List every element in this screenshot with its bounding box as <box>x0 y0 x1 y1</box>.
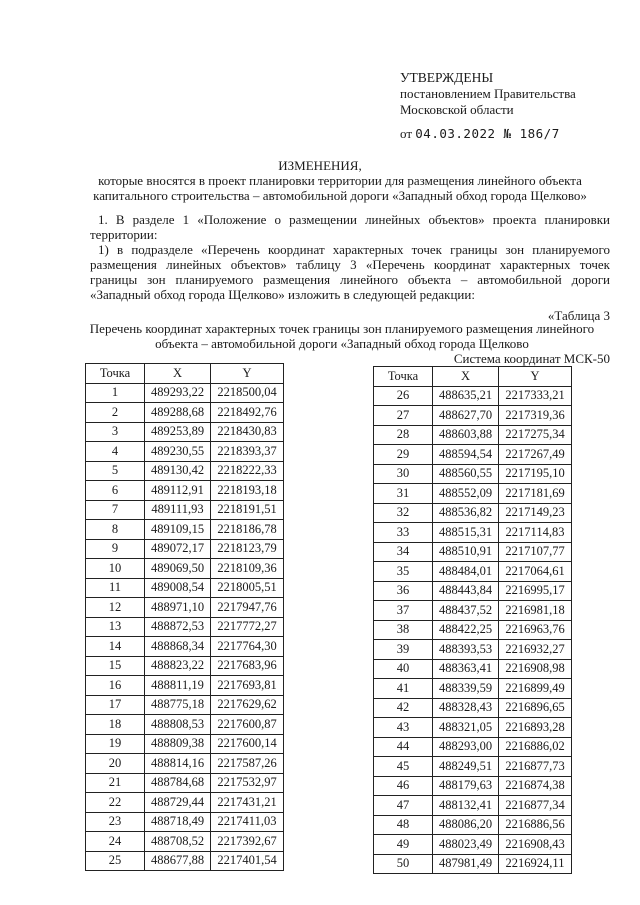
x-cell: 488811,19 <box>145 676 211 696</box>
y-cell: 2216908,43 <box>499 835 572 855</box>
paragraph-2: 1) в подразделе «Перечень координат характерных точек границы зон планируемого размещения линейных объектов» таблицу 3 «Перечень координат характерных точек границы зон планируемого размещения линейного объекта – автомобильной дороги «Западный обход города Щелково» изложить в следующей редакции: <box>90 242 610 302</box>
table-row <box>86 617 284 637</box>
approval-stamp <box>400 70 576 142</box>
y-cell: 2216924,11 <box>499 854 572 874</box>
y-cell: 2217195,10 <box>499 464 572 484</box>
table-row <box>374 757 572 777</box>
point-cell: 32 <box>374 503 433 523</box>
y-cell: 2218186,78 <box>211 520 284 540</box>
table-row <box>374 854 572 874</box>
table-row <box>374 659 572 679</box>
table-row <box>374 620 572 640</box>
x-cell: 489111,93 <box>145 500 211 520</box>
x-cell: 488339,59 <box>433 679 499 699</box>
approval-date-number: 04.03.2022 № 186/7 <box>415 126 560 141</box>
point-cell: 13 <box>86 617 145 637</box>
x-cell: 488784,68 <box>145 773 211 793</box>
y-cell: 2216896,65 <box>499 698 572 718</box>
y-cell: 2218500,04 <box>211 383 284 403</box>
table-row <box>86 598 284 618</box>
point-cell: 20 <box>86 754 145 774</box>
x-cell: 488677,88 <box>145 851 211 871</box>
table-row <box>374 542 572 562</box>
point-cell: 11 <box>86 578 145 598</box>
x-cell: 489072,17 <box>145 539 211 559</box>
table-row <box>374 601 572 621</box>
x-cell: 488443,84 <box>433 581 499 601</box>
x-cell: 488510,91 <box>433 542 499 562</box>
table-row <box>374 737 572 757</box>
point-cell: 35 <box>374 562 433 582</box>
coordinates-table-left <box>85 363 284 871</box>
x-cell: 488718,49 <box>145 812 211 832</box>
x-cell: 488635,21 <box>433 386 499 406</box>
x-cell: 488363,41 <box>433 659 499 679</box>
x-cell: 488132,41 <box>433 796 499 816</box>
point-cell: 42 <box>374 698 433 718</box>
y-cell: 2216877,73 <box>499 757 572 777</box>
table-row <box>86 442 284 462</box>
table-row <box>374 796 572 816</box>
point-cell: 18 <box>86 715 145 735</box>
x-cell: 488627,70 <box>433 406 499 426</box>
document-title: ИЗМЕНЕНИЯ, <box>278 158 362 173</box>
x-cell: 489230,55 <box>145 442 211 462</box>
y-cell: 2216908,98 <box>499 659 572 679</box>
y-cell: 2218123,79 <box>211 539 284 559</box>
y-cell: 2217629,62 <box>211 695 284 715</box>
point-cell: 14 <box>86 637 145 657</box>
column-header-x: X <box>145 364 211 384</box>
x-cell: 488775,18 <box>145 695 211 715</box>
y-cell: 2216893,28 <box>499 718 572 738</box>
point-cell: 29 <box>374 445 433 465</box>
y-cell: 2217107,77 <box>499 542 572 562</box>
table-row <box>86 695 284 715</box>
point-cell: 46 <box>374 776 433 796</box>
x-cell: 488393,53 <box>433 640 499 660</box>
table-row <box>86 715 284 735</box>
x-cell: 488708,52 <box>145 832 211 852</box>
y-cell: 2217333,21 <box>499 386 572 406</box>
x-cell: 488437,52 <box>433 601 499 621</box>
x-cell: 488809,38 <box>145 734 211 754</box>
approval-date-prefix: от <box>400 126 413 141</box>
table-row <box>374 425 572 445</box>
x-cell: 489253,89 <box>145 422 211 442</box>
y-cell: 2217149,23 <box>499 503 572 523</box>
table-row <box>86 403 284 423</box>
point-cell: 43 <box>374 718 433 738</box>
table-row <box>86 383 284 403</box>
x-cell: 488552,09 <box>433 484 499 504</box>
table-row <box>86 637 284 657</box>
table-row <box>374 562 572 582</box>
table-row <box>374 698 572 718</box>
y-cell: 2217587,26 <box>211 754 284 774</box>
point-cell: 15 <box>86 656 145 676</box>
x-cell: 488872,53 <box>145 617 211 637</box>
column-header-point: Точка <box>374 367 433 387</box>
table-row <box>86 851 284 871</box>
point-cell: 7 <box>86 500 145 520</box>
x-cell: 488603,88 <box>433 425 499 445</box>
point-cell: 25 <box>86 851 145 871</box>
paragraph-1: 1. В разделе 1 «Положение о размещении линейных объектов» проекта планировки территории: <box>90 212 610 242</box>
document-subtitle: которые вносятся в проект планировки территории для размещения линейного объекта капитального строительства – автомобильной дороги «Западный обход города Щелково» <box>93 173 587 203</box>
point-cell: 28 <box>374 425 433 445</box>
point-cell: 24 <box>86 832 145 852</box>
table-row <box>86 578 284 598</box>
point-cell: 21 <box>86 773 145 793</box>
table-row <box>374 718 572 738</box>
point-cell: 17 <box>86 695 145 715</box>
table-row <box>374 406 572 426</box>
x-cell: 488971,10 <box>145 598 211 618</box>
table-header-row <box>86 364 284 384</box>
column-header-y: Y <box>499 367 572 387</box>
table-row <box>86 793 284 813</box>
table-row <box>86 559 284 579</box>
x-cell: 488594,54 <box>433 445 499 465</box>
x-cell: 489130,42 <box>145 461 211 481</box>
table-row <box>374 835 572 855</box>
point-cell: 41 <box>374 679 433 699</box>
point-cell: 1 <box>86 383 145 403</box>
x-cell: 488868,34 <box>145 637 211 657</box>
point-cell: 39 <box>374 640 433 660</box>
y-cell: 2218193,18 <box>211 481 284 501</box>
y-cell: 2217275,34 <box>499 425 572 445</box>
point-cell: 50 <box>374 854 433 874</box>
y-cell: 2217181,69 <box>499 484 572 504</box>
table-row <box>86 676 284 696</box>
y-cell: 2218393,37 <box>211 442 284 462</box>
x-cell: 489109,15 <box>145 520 211 540</box>
y-cell: 2216981,18 <box>499 601 572 621</box>
point-cell: 38 <box>374 620 433 640</box>
table-row <box>374 581 572 601</box>
y-cell: 2217532,97 <box>211 773 284 793</box>
table-row <box>86 461 284 481</box>
table-row <box>86 773 284 793</box>
y-cell: 2217764,30 <box>211 637 284 657</box>
y-cell: 2217114,83 <box>499 523 572 543</box>
point-cell: 33 <box>374 523 433 543</box>
x-cell: 488321,05 <box>433 718 499 738</box>
point-cell: 4 <box>86 442 145 462</box>
y-cell: 2216995,17 <box>499 581 572 601</box>
x-cell: 489008,54 <box>145 578 211 598</box>
coordinate-system-label: Система координат МСК-50 <box>453 351 610 366</box>
x-cell: 488729,44 <box>145 793 211 813</box>
point-cell: 19 <box>86 734 145 754</box>
point-cell: 36 <box>374 581 433 601</box>
point-cell: 23 <box>86 812 145 832</box>
point-cell: 40 <box>374 659 433 679</box>
point-cell: 37 <box>374 601 433 621</box>
table-row <box>374 503 572 523</box>
point-cell: 8 <box>86 520 145 540</box>
x-cell: 488484,01 <box>433 562 499 582</box>
approval-heading: УТВЕРЖДЕНЫ <box>400 70 494 85</box>
y-cell: 2216874,38 <box>499 776 572 796</box>
point-cell: 49 <box>374 835 433 855</box>
y-cell: 2217431,21 <box>211 793 284 813</box>
x-cell: 488823,22 <box>145 656 211 676</box>
point-cell: 16 <box>86 676 145 696</box>
point-cell: 9 <box>86 539 145 559</box>
x-cell: 488023,49 <box>433 835 499 855</box>
column-header-point: Точка <box>86 364 145 384</box>
table-row <box>86 520 284 540</box>
approval-line-2: Московской области <box>400 102 514 117</box>
point-cell: 47 <box>374 796 433 816</box>
table-row <box>86 481 284 501</box>
point-cell: 27 <box>374 406 433 426</box>
table-row <box>86 812 284 832</box>
y-cell: 2218109,36 <box>211 559 284 579</box>
x-cell: 488515,31 <box>433 523 499 543</box>
table-row <box>86 656 284 676</box>
x-cell: 488086,20 <box>433 815 499 835</box>
x-cell: 489288,68 <box>145 403 211 423</box>
y-cell: 2216877,34 <box>499 796 572 816</box>
point-cell: 31 <box>374 484 433 504</box>
table-row <box>374 679 572 699</box>
point-cell: 10 <box>86 559 145 579</box>
table-row <box>374 464 572 484</box>
table-row <box>86 734 284 754</box>
y-cell: 2217947,76 <box>211 598 284 618</box>
x-cell: 488293,00 <box>433 737 499 757</box>
y-cell: 2218191,51 <box>211 500 284 520</box>
point-cell: 48 <box>374 815 433 835</box>
x-cell: 488179,63 <box>433 776 499 796</box>
table-row <box>86 832 284 852</box>
y-cell: 2217411,03 <box>211 812 284 832</box>
x-cell: 488422,25 <box>433 620 499 640</box>
y-cell: 2216886,02 <box>499 737 572 757</box>
point-cell: 6 <box>86 481 145 501</box>
table-row <box>374 815 572 835</box>
point-cell: 12 <box>86 598 145 618</box>
x-cell: 488328,43 <box>433 698 499 718</box>
x-cell: 487981,49 <box>433 854 499 874</box>
point-cell: 45 <box>374 757 433 777</box>
table-row <box>374 484 572 504</box>
y-cell: 2216899,49 <box>499 679 572 699</box>
x-cell: 489112,91 <box>145 481 211 501</box>
x-cell: 489069,50 <box>145 559 211 579</box>
point-cell: 22 <box>86 793 145 813</box>
y-cell: 2217319,36 <box>499 406 572 426</box>
y-cell: 2217772,27 <box>211 617 284 637</box>
y-cell: 2217600,14 <box>211 734 284 754</box>
x-cell: 488560,55 <box>433 464 499 484</box>
coordinates-table-right <box>373 366 572 874</box>
y-cell: 2216932,27 <box>499 640 572 660</box>
table-row <box>86 539 284 559</box>
y-cell: 2217267,49 <box>499 445 572 465</box>
table-row <box>86 422 284 442</box>
y-cell: 2218492,76 <box>211 403 284 423</box>
y-cell: 2217401,54 <box>211 851 284 871</box>
table-row <box>86 500 284 520</box>
point-cell: 3 <box>86 422 145 442</box>
x-cell: 488808,53 <box>145 715 211 735</box>
y-cell: 2218430,83 <box>211 422 284 442</box>
column-header-y: Y <box>211 364 284 384</box>
y-cell: 2217600,87 <box>211 715 284 735</box>
point-cell: 44 <box>374 737 433 757</box>
table-row <box>374 386 572 406</box>
approval-date <box>400 126 576 142</box>
x-cell: 488814,16 <box>145 754 211 774</box>
y-cell: 2218005,51 <box>211 578 284 598</box>
x-cell: 489293,22 <box>145 383 211 403</box>
table-row <box>374 445 572 465</box>
x-cell: 488249,51 <box>433 757 499 777</box>
point-cell: 34 <box>374 542 433 562</box>
point-cell: 26 <box>374 386 433 406</box>
y-cell: 2216963,76 <box>499 620 572 640</box>
table-row <box>374 523 572 543</box>
point-cell: 5 <box>86 461 145 481</box>
table-title: Перечень координат характерных точек границы зон планируемого размещения линейного объекта – автомобильной дороги «Западный обход города Щелково <box>89 321 595 351</box>
column-header-x: X <box>433 367 499 387</box>
y-cell: 2217064,61 <box>499 562 572 582</box>
table-row <box>86 754 284 774</box>
table-row <box>374 776 572 796</box>
approval-line-1: постановлением Правительства <box>400 86 576 101</box>
point-cell: 30 <box>374 464 433 484</box>
y-cell: 2218222,33 <box>211 461 284 481</box>
x-cell: 488536,82 <box>433 503 499 523</box>
point-cell: 2 <box>86 403 145 423</box>
y-cell: 2216886,56 <box>499 815 572 835</box>
table-header-row <box>374 367 572 387</box>
table-reference: «Таблица 3 <box>547 308 610 323</box>
y-cell: 2217683,96 <box>211 656 284 676</box>
y-cell: 2217693,81 <box>211 676 284 696</box>
y-cell: 2217392,67 <box>211 832 284 852</box>
table-row <box>374 640 572 660</box>
